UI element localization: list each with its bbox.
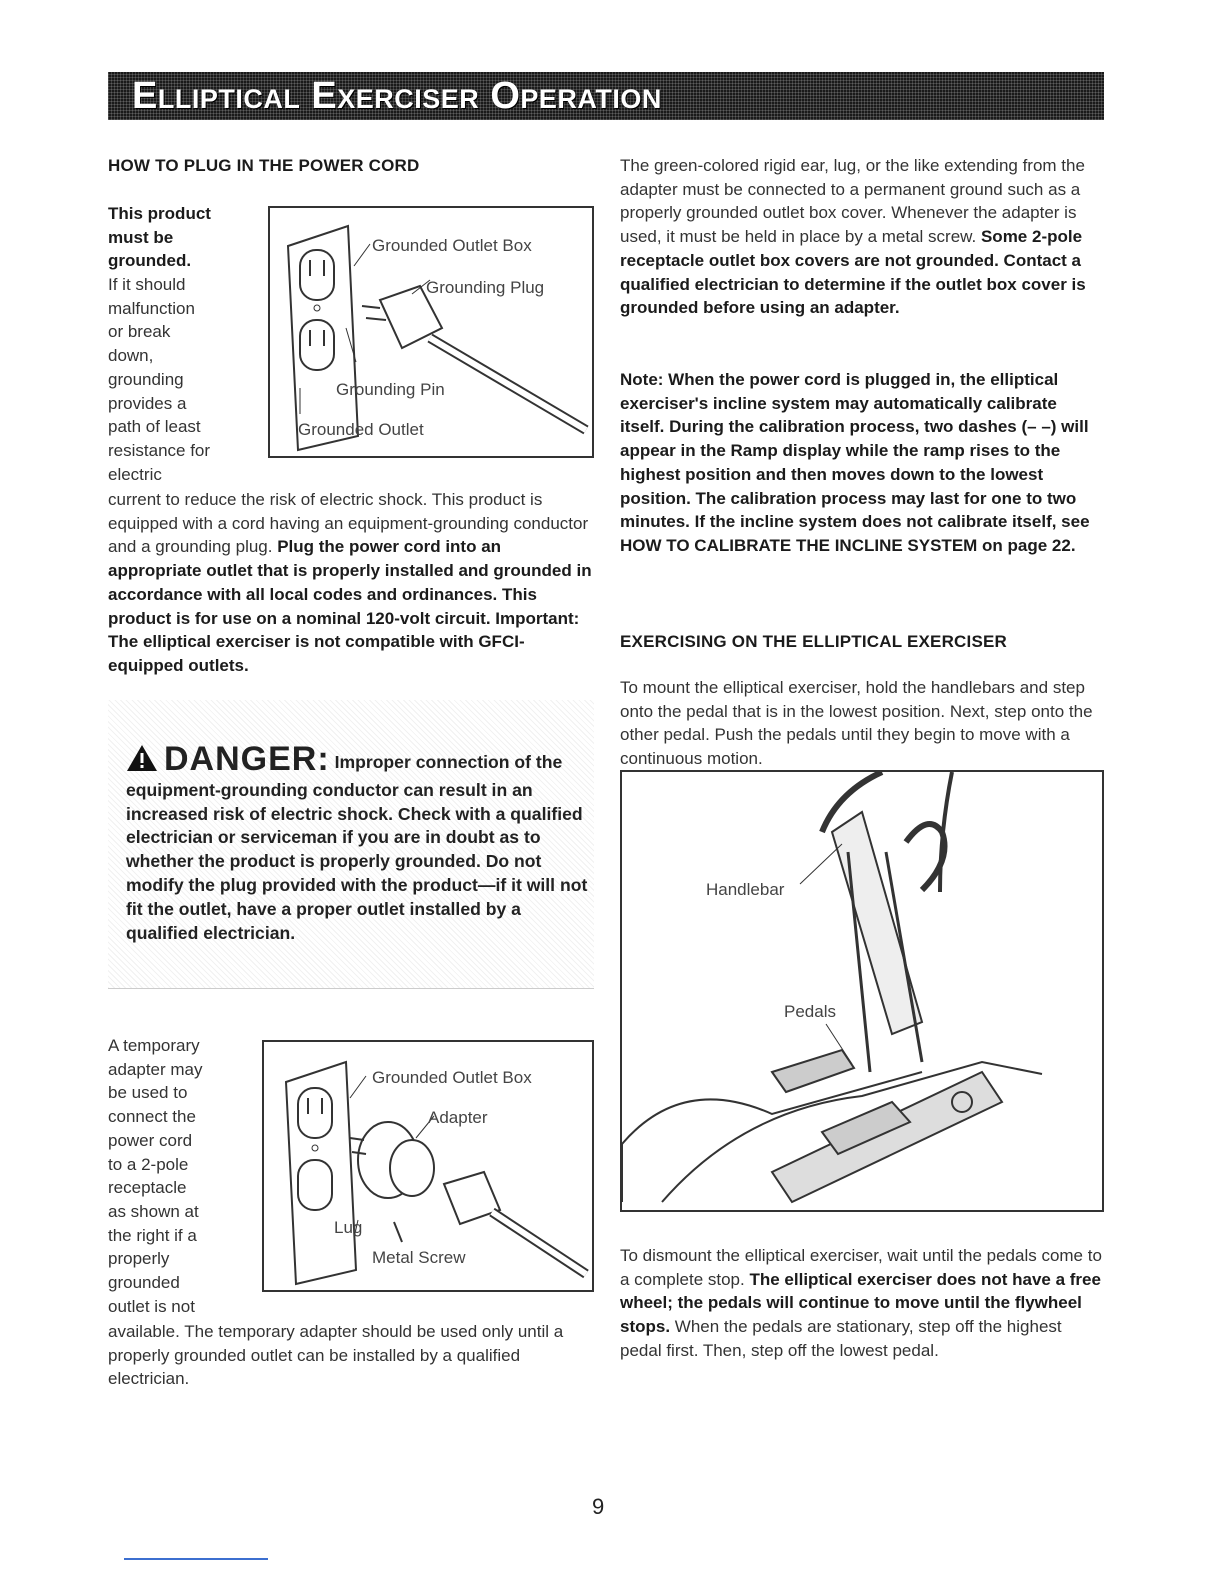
intro-line: grounding [108, 369, 184, 389]
dismount-end-text: When the pedals are stationary, step off the highest pedal first. Then, step off the lowest pedal. [620, 1317, 1062, 1360]
footer-line [124, 1558, 268, 1560]
intro-line: or break [108, 322, 171, 342]
adapter-label: Adapter [428, 1108, 488, 1127]
intro-line: path of least [108, 417, 201, 437]
adapter-ground-text: The green-colored rigid ear, lug, or the like extending from the adapter must be connected to a permanent ground such as a properly grounded outlet box cover. Whenever the adapter is used, it must be held in place by a metal screw. [620, 156, 1085, 247]
grounded-outlet-label: Grounded Outlet [298, 420, 424, 439]
grounding-pin-label: Grounding Pin [336, 380, 445, 399]
intro-line: electric [108, 464, 162, 484]
grounded-line-3: grounded. [108, 251, 192, 271]
grounding-plug-label: Grounding Plug [426, 278, 545, 297]
danger-box [108, 700, 594, 989]
intro-line: resistance for [108, 440, 211, 460]
grounding-intro [108, 273, 258, 486]
adapter-line: connect the [108, 1107, 196, 1127]
dismount-bold-text: The elliptical exerciser does not have a free wheel; the pedals will continue to move until the flywheel stops. [620, 1269, 1101, 1337]
adapter-line: the right if a [108, 1225, 197, 1245]
exercising-heading: EXERCISING ON THE ELLIPTICAL EXERCISER [620, 632, 1008, 651]
adapter-ground-bold-text: Some 2-pole receptacle outlet box covers are not grounded. Contact a qualified electrician to determine if the outlet box cover is grounded before using an adapter. [620, 227, 1086, 318]
adapter-intro [108, 1034, 258, 1318]
page-title: Elliptical Exerciser Operation [132, 75, 662, 117]
adapter-figure [262, 1040, 594, 1292]
page-number: 9 [592, 1494, 605, 1519]
danger-text: Improper connection of the equipment-grounding conductor can result in an increased risk of electric shock. Check with a qualified electrician or serviceman if you are in doubt as to whether the product is properly grounded. Do not modify the plug provided with the product—if it will not fit the outlet, have a proper outlet installed by a qualified electrician. [126, 752, 588, 943]
power-cord-bold-text: Plug the power cord into an appropriate outlet that is properly installed and grounded in accordance with all local codes and ordinances. This product is for use on a nominal 120-volt circuit. Important: The elliptical exerciser is not compatible with GFCI-equipped outlets. [108, 537, 592, 675]
adapter-line: to a 2-pole [108, 1154, 189, 1174]
danger-paragraph [126, 740, 596, 945]
adapter-line: power cord [108, 1130, 193, 1150]
adapter-line: as shown at [108, 1201, 199, 1221]
dismount-paragraph [620, 1244, 1104, 1363]
danger-word: DANGER: [164, 740, 330, 778]
metal-screw-label: Metal Screw [372, 1248, 466, 1267]
adapter-outlet-box-label: Grounded Outlet Box [372, 1068, 532, 1087]
lug-label: Lug [334, 1218, 363, 1237]
elliptical-illustration [622, 772, 1102, 1210]
warning-icon [126, 744, 158, 779]
grounded-outlet-box-label: Grounded Outlet Box [372, 236, 532, 255]
intro-line: malfunction [108, 298, 195, 318]
intro-line: If it should [108, 275, 186, 294]
grounded-statement [108, 202, 258, 273]
adapter-line: be used to [108, 1083, 188, 1103]
grounded-line-2: must be [108, 227, 174, 247]
power-cord-text: current to reduce the risk of electric shock. This product is equipped with a cord having an equipment-grounding conductor and a grounding plug. [108, 490, 589, 557]
grounded-outlet-figure [268, 206, 594, 458]
adapter-line: receptacle [108, 1178, 187, 1198]
pedals-label: Pedals [784, 1002, 836, 1021]
power-cord-paragraph [108, 488, 594, 678]
adapter-paragraph: available. The temporary adapter should be used only until a properly grounded outlet can be installed by a qualified electrician. [108, 1322, 564, 1389]
calibration-note: Note: When the power cord is plugged in, the elliptical exerciser's incline system may automatically calibrate itself. During the calibration process, two dashes (– –) will appear in the Ramp display while the ramp rises to the highest position and then moves down to the lowest position. The calibration process may last for one to two minutes. If the incline system does not calibrate itself, see HOW TO CALIBRATE THE INCLINE SYSTEM on page 22. [620, 370, 1090, 555]
adapter-line: properly [108, 1249, 170, 1269]
adapter-line: adapter may [108, 1059, 203, 1079]
mount-paragraph: To mount the elliptical exerciser, hold the handlebars and step onto the pedal that is in the lowest position. Next, step onto the other pedal. Push the pedals until they begin to move with a continuous motion. [620, 678, 1093, 769]
adapter-ground-paragraph [620, 154, 1104, 320]
header-banner [108, 72, 1104, 120]
intro-line: provides a [108, 393, 187, 413]
dismount-text: To dismount the elliptical exerciser, wait until the pedals come to a complete stop. [620, 1246, 1102, 1289]
adapter-line: A temporary [108, 1036, 200, 1055]
power-cord-heading: HOW TO PLUG IN THE POWER CORD [108, 156, 420, 175]
intro-line: down, [108, 346, 154, 366]
grounded-line-1: This product [108, 204, 211, 223]
adapter-line: grounded [108, 1273, 180, 1293]
handlebar-label: Handlebar [706, 880, 785, 899]
adapter-line: outlet is not [108, 1296, 195, 1316]
elliptical-figure [620, 770, 1104, 1212]
